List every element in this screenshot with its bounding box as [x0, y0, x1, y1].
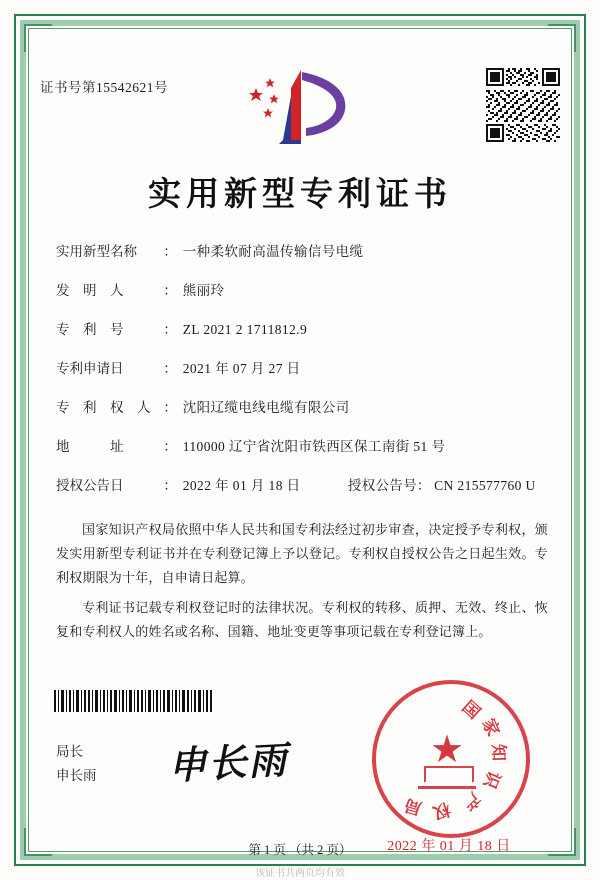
paragraph-grant-statement: 国家知识产权局依照中华人民共和国专利法经过初步审查，决定授予专利权，颁发实用新型专利证书并在专利登记簿上予以登记。专利权自授权公告之日起生效。专利权期限为十年，自申请日起算。: [56, 522, 548, 585]
field-colon: ：: [163, 478, 177, 493]
field-list: [56, 240, 556, 513]
seal-char-5: 权: [430, 798, 454, 823]
qr-code-icon: [486, 68, 560, 142]
seal-char-4: 产: [458, 788, 484, 814]
seal-emblem-icon: [418, 752, 476, 789]
field-row-application-date: [56, 357, 556, 396]
field-row-inventor: [56, 279, 556, 318]
field-row-patentee: [56, 396, 556, 435]
field-value-patentee: 沈阳辽缆电线电缆有限公司: [182, 400, 350, 415]
field-label-address: 地 址: [56, 439, 124, 454]
director-name: 申长雨: [56, 768, 97, 783]
director-title: 局长: [56, 744, 83, 759]
certificate-content: [40, 40, 560, 857]
field-label-grant-number: 授权公告号：: [347, 478, 431, 493]
field-colon: ：: [163, 244, 177, 259]
field-value-name: 一种柔软耐高温传输信号电缆: [182, 244, 364, 259]
field-value-grant-date: 2022 年 01 月 18 日: [182, 478, 301, 493]
field-label-name: 实用新型名称: [56, 244, 137, 259]
field-row-address: [56, 435, 556, 474]
seal-char-6: 局: [402, 795, 424, 819]
field-label-patent-number: 专 利 号: [56, 322, 124, 337]
seal-char-3: 识: [479, 768, 504, 792]
field-colon: ：: [163, 283, 177, 298]
field-value-application-date: 2021 年 07 月 27 日: [182, 361, 301, 376]
director-label: [56, 740, 97, 788]
certificate-number: 证书号第15542621号: [40, 80, 168, 95]
field-row-patent-number: [56, 318, 556, 357]
footer-note: 该证书共两页均有效: [255, 868, 345, 879]
seal-star-icon: ★: [429, 729, 465, 771]
field-label-grant-date: 授权公告日: [56, 478, 124, 493]
field-colon: ：: [163, 322, 177, 337]
director-signature: 申长雨: [167, 736, 290, 789]
seal-char-2: 知: [488, 743, 509, 762]
official-seal: [372, 680, 522, 854]
barcode-icon: [54, 690, 214, 712]
field-row-name: [56, 240, 556, 279]
seal-date: 2022 年 01 月 18 日: [387, 839, 511, 854]
field-value-patent-number: ZL 2021 2 1711812.9: [182, 322, 308, 337]
paragraph-legal-status: 专利证书记载专利权登记时的法律状况。专利权的转移、质押、无效、终止、恢复和专利权人的姓名或名称、国籍、地址变更等事项记载在专利登记簿上。: [56, 600, 548, 639]
field-value-inventor: 熊丽玲: [182, 283, 225, 298]
seal-char-1: 家: [478, 715, 503, 739]
field-label-application-date: 专利申请日: [56, 361, 124, 376]
field-value-address: 110000 辽宁省沈阳市铁西区保工南街 51 号: [182, 439, 446, 454]
patent-office-logo-icon: [244, 66, 359, 146]
field-value-grant-number: CN 215577760 U: [434, 478, 536, 493]
page-indicator: 第 1 页 （共 2 页）: [248, 843, 352, 857]
field-row-grant: [56, 474, 556, 513]
seal-char-0: 国: [458, 697, 484, 723]
page-title: 实用新型专利证书: [148, 177, 452, 213]
field-label-patentee: 专 利 权 人: [56, 400, 151, 415]
field-colon: ：: [163, 439, 177, 454]
field-label-inventor: 发 明 人: [56, 283, 124, 298]
field-colon: ：: [163, 361, 177, 376]
field-colon: ：: [163, 400, 177, 415]
